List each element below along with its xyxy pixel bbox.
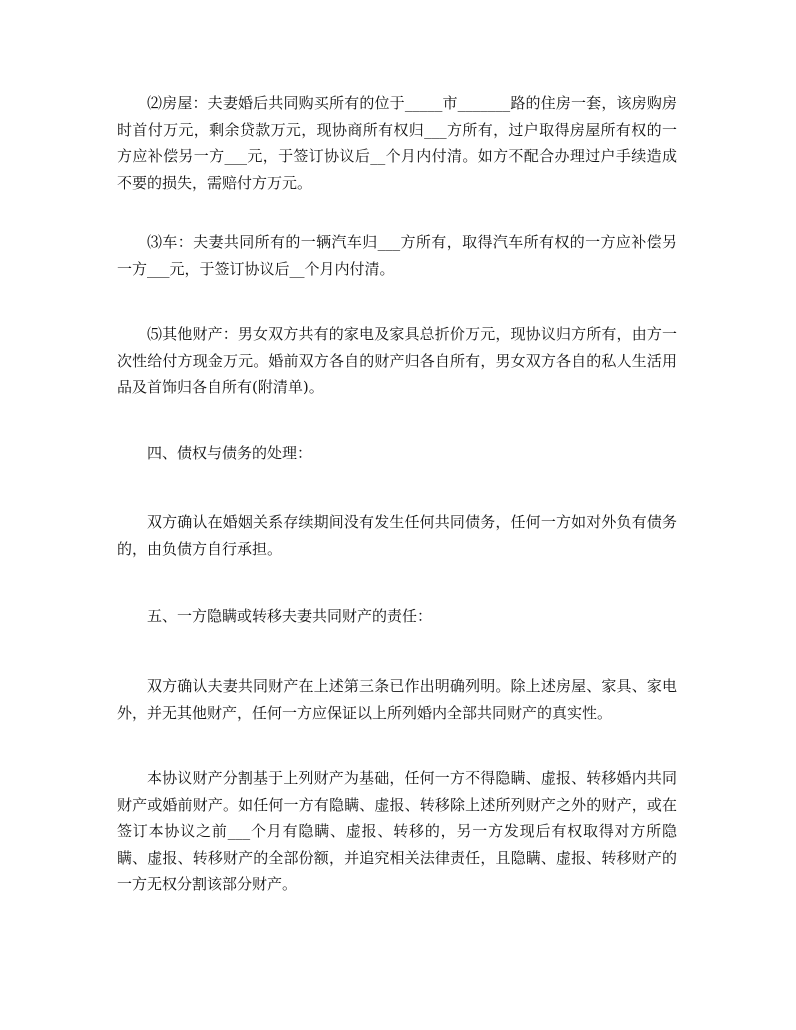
paragraph-property-confirmation: 双方确认夫妻共同财产在上述第三条已作出明确列明。除上述房屋、家具、家电外，并无其他财产，任何一方应保证以上所列婚内全部共同财产的真实性。 [117,677,677,722]
paragraph-concealment-liability: 本协议财产分割基于上列财产为基础，任何一方不得隐瞒、虚报、转移婚内共同财产或婚前财产。如任何一方有隐瞒、虚报、转移除上述所列财产之外的财产，或在签订本协议之前___个月有隐瞒、虚报、转移的，另一方发现后有权取得对方所隐瞒、虚报、转移财产的全部份额，并追究相关法律责任，且隐瞒、虚报、转移财产的一方无权分割该部分财产。 [117,769,677,893]
paragraph-house: ⑵房屋：夫妻婚后共同购买所有的位于_____市_______路的住房一套，该房购房时首付万元，剩余贷款万元，现协商所有权归___方所有，过户取得房屋所有权的一方应补偿另一方___元，于签订协议后__个月内付清。如方不配合办理过户手续造成不要的损失，需赔付方万元。 [117,94,677,192]
paragraph-debts: 双方确认在婚姻关系存续期间没有发生任何共同债务，任何一方如对外负有债务的，由负债方自行承担。 [117,513,677,558]
section-heading-debts: 四、债权与债务的处理： [147,444,313,462]
section-heading-concealment: 五、一方隐瞒或转移夫妻共同财产的责任： [147,607,433,625]
paragraph-other-property: ⑸其他财产：男女双方共有的家电及家具总折价万元，现协议归方所有，由方一次性给付方现金万元。婚前双方各自的财产归各自所有，男女双方各自的私人生活用品及首饰归各自所有(附清单)。 [117,325,677,396]
paragraph-car: ⑶车：夫妻共同所有的一辆汽车归___方所有，取得汽车所有权的一方应补偿另一方___元，于签订协议后__个月内付清。 [117,233,677,278]
